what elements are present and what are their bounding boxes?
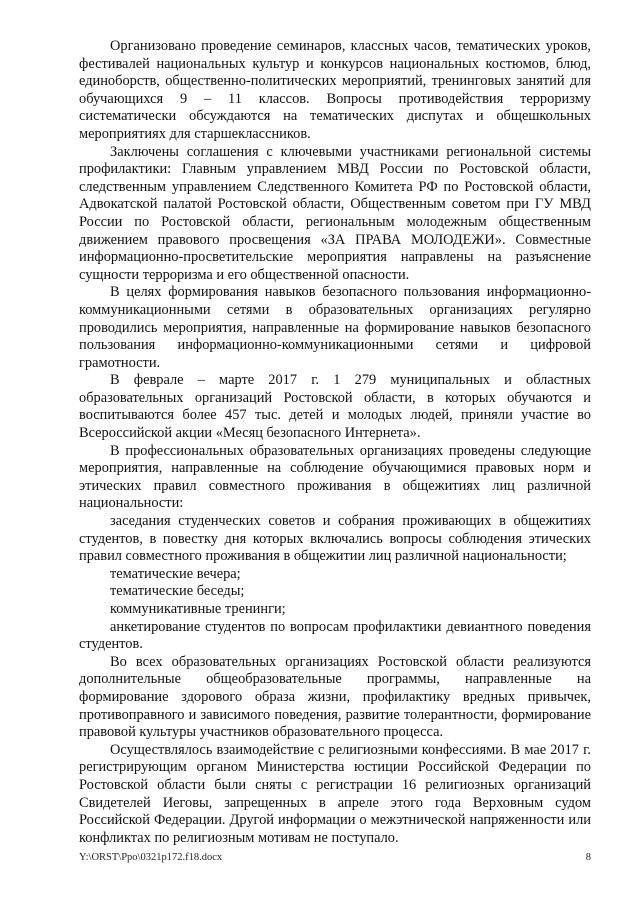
list-item-theme-evenings: тематические вечера;: [110, 565, 241, 582]
paragraph-safe-internet-month: В феврале – марте 2017 г. 1 279 муниципальных и областных образовательных организаций Ростовской области, в которых обучаются и воспитываются более 457 тыс. детей и молодых людей, приняли участие во Всероссийской акции «Месяц безопасного Интернета».: [79, 372, 591, 442]
list-item-trainings: коммуникативные тренинги;: [110, 601, 286, 617]
footer-file-path: Y:\ORST\Ppo\0321p172.f18.docx: [79, 852, 223, 863]
list-item-surveys: анкетирование студентов по вопросам профилактики девиантного поведения студентов.: [79, 618, 591, 653]
list-item-student-councils: заседания студенческих советов и собрания проживающих в общежитиях студентов, в повестку дня которых включались вопросы соблюдения этических правил совместного проживания в общежитии лиц различной национальности;: [79, 513, 591, 565]
paragraph-events: Организовано проведение семинаров, классных часов, тематических уроков, фестивалей национальных культур и конкурсов национальных костюмов, блюд, единоборств, общественно-политических мероприятий, тренинговых занятий для обучающихся 9 – 11 классов. Вопросы противодействия терроризму систематически обсуждаются на тематических диспутах и общешкольных мероприятиях для старшеклассников.: [79, 38, 591, 142]
paragraph-agreements: Заключены соглашения с ключевыми участниками региональной системы профилактики: Главным управлением МВД России по Ростовской области, следственным управлением Следственного Комитета РФ по Ростовской области, Адвокатской палатой Ростовской области, Общественным советом при ГУ МВД России по Ростовской области, региональным молодежным общественным движением правового просвещения «ЗА ПРАВА МОЛОДЕЖИ». Совместные информационно-просветительские мероприятия направлены на разъяснение сущности терроризма и его общественной опасности.: [79, 143, 591, 283]
paragraph-internet-safety: В целях формирования навыков безопасного пользования информационно-коммуникационными сетями в образовательных организациях регулярно проводились мероприятия, направленные на формирование навыков безопасного пользования информационно-коммуникационными сетями и цифровой грамотности.: [79, 284, 591, 371]
document-body: [79, 38, 591, 847]
paragraph-extra-programs: Во всех образовательных организациях Ростовской области реализуются дополнительные общеобразовательные программы, направленные на формирование здорового образа жизни, профилактику вредных привычек, противоправного и зависимого поведения, развитие толерантности, формирование правовой культуры участников образовательного процесса.: [79, 653, 591, 741]
paragraph-religious-cooperation: Осуществлялось взаимодействие с религиозными конфессиями. В мае 2017 г. регистрирующим органом Министерства юстиции Российской Федерации по Ростовской области были сняты с регистрации 16 религиозных организаций Свидетелей Иеговы, запрещенных в апреле этого года Верховным судом Российской Федерации. Другой информации о межэтнической напряженности или конфликтах по религиозным мотивам не поступало.: [79, 741, 591, 846]
paragraph-dormitory-measures: В профессиональных образовательных организациях проведены следующие мероприятия, направленные на соблюдение обучающимися правовых норм и этических правил совместного проживания в общежитиях лиц различной национальности:: [79, 442, 591, 512]
page-number: 8: [585, 852, 591, 863]
list-item-theme-talks: тематические беседы;: [110, 583, 245, 600]
